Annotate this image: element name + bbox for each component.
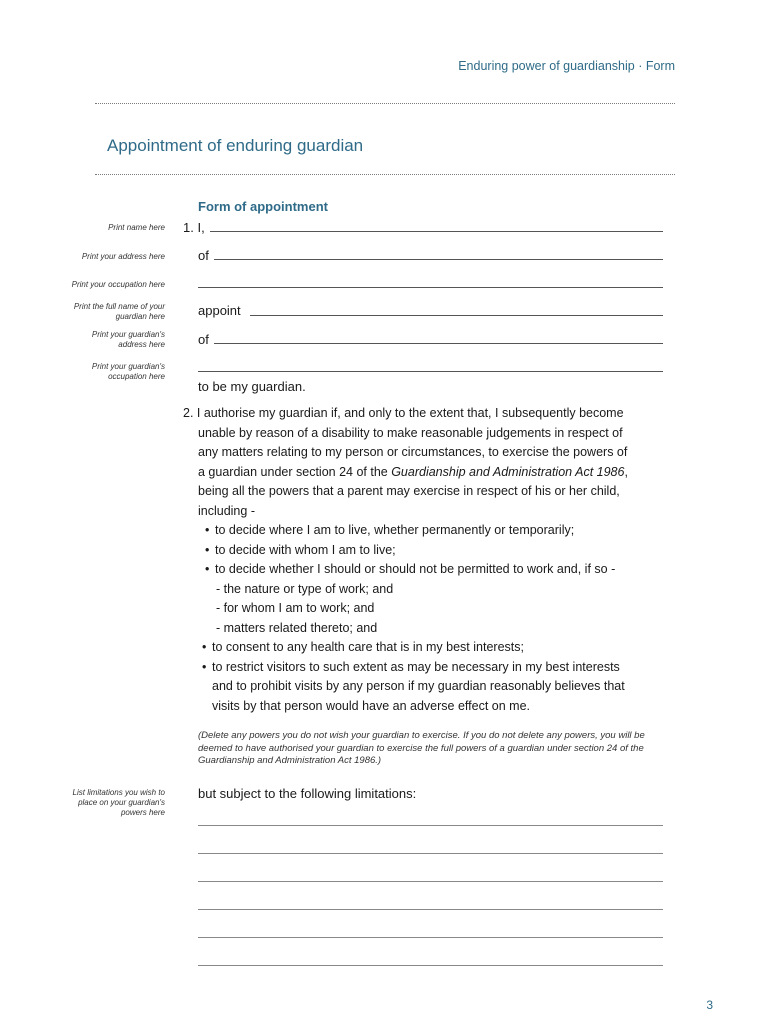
bullet-icon: • xyxy=(205,562,210,576)
side-label-address: Print your address here xyxy=(81,252,165,261)
item-2-line: 2. I authorise my guardian if, and only to the extent that, I subsequently become xyxy=(183,406,624,420)
guardian-address-field-line[interactable] xyxy=(214,343,663,344)
side-label-guardian-name: Print the full name of your guardian here xyxy=(73,302,165,321)
address-field-line[interactable] xyxy=(214,259,663,260)
limitation-line[interactable] xyxy=(198,937,663,938)
bullet-icon: • xyxy=(205,523,210,537)
delete-powers-note: (Delete any powers you do not wish your guardian to exercise. If you do not delete any powers, you will be deemed to have authorised your guardian to exercise the full powers of a guardian under section 24 of the Guardianship and Administration Act 1986.) xyxy=(198,730,645,766)
section-subtitle: Form of appointment xyxy=(198,199,328,214)
limitations-label: but subject to the following limitations: xyxy=(198,786,417,801)
guardian-name-field-line[interactable] xyxy=(250,315,663,316)
guardian-occupation-field-line[interactable] xyxy=(198,371,663,372)
page-title: Appointment of enduring guardian xyxy=(107,136,364,155)
dotted-divider-title xyxy=(95,174,675,175)
list-item-continuation: visits by that person would have an adverse effect on me. xyxy=(212,698,531,713)
item-2-line: unable by reason of a disability to make reasonable judgements in respect of xyxy=(198,425,623,440)
limitation-line[interactable] xyxy=(198,853,663,854)
running-header: Enduring power of guardianship · Form xyxy=(458,59,675,73)
sub-item: - for whom I am to work; and xyxy=(216,601,375,615)
sub-item: - matters related thereto; and xyxy=(216,620,378,635)
to-be-guardian-text: to be my guardian. xyxy=(198,379,306,394)
sub-item: - the nature or type of work; and xyxy=(216,581,394,596)
bullet-icon: • xyxy=(205,542,210,557)
item-2-line: any matters relating to my person or circumstances, to exercise the powers of xyxy=(198,445,628,459)
of-label-1: of xyxy=(198,248,209,263)
act-ref-pre: a guardian under section 24 of the xyxy=(198,464,392,479)
list-item: • to decide where I am to live, whether permanently or temporarily; xyxy=(183,521,628,541)
occupation-field-line[interactable] xyxy=(198,287,663,288)
side-label-guardian-address: Print your guardian's address here xyxy=(91,330,165,349)
list-item: • to restrict visitors to such extent as may be necessary in my best interests xyxy=(183,658,628,678)
item-1-label: 1. I, xyxy=(183,220,205,235)
list-item: • to consent to any health care that is in my best interests; xyxy=(183,638,628,658)
limitation-line[interactable] xyxy=(198,909,663,910)
act-ref-italic: Guardianship and Administration Act 1986 xyxy=(391,464,625,479)
item-2-text xyxy=(183,404,628,716)
appoint-label: appoint xyxy=(198,303,241,318)
item-2-line: including - xyxy=(198,503,255,518)
item-2-line xyxy=(183,463,628,483)
act-ref-post: , xyxy=(624,464,628,479)
limitation-line[interactable] xyxy=(198,825,663,826)
list-item: • to decide whether I should or should not be permitted to work and, if so - xyxy=(183,560,628,580)
dotted-divider-top xyxy=(95,103,675,104)
page-number: 3 xyxy=(706,998,713,1012)
name-field-line[interactable] xyxy=(210,231,663,232)
side-label-limitations: List limitations you wish to place on your guardian's powers here xyxy=(72,788,165,817)
limitation-line[interactable] xyxy=(198,881,663,882)
side-label-occupation: Print your occupation here xyxy=(71,280,165,289)
list-item: • to decide with whom I am to live; xyxy=(183,541,628,561)
side-label-guardian-occupation: Print your guardian's occupation here xyxy=(91,362,165,381)
list-item-continuation: and to prohibit visits by any person if my guardian reasonably believes that xyxy=(212,679,625,693)
side-label-name: Print name here xyxy=(108,223,165,232)
item-2-line: being all the powers that a parent may exercise in respect of his or her child, xyxy=(198,484,620,498)
of-label-2: of xyxy=(198,332,209,347)
limitation-line[interactable] xyxy=(198,965,663,966)
bullet-icon: • xyxy=(202,659,207,674)
bullet-icon: • xyxy=(202,640,207,654)
